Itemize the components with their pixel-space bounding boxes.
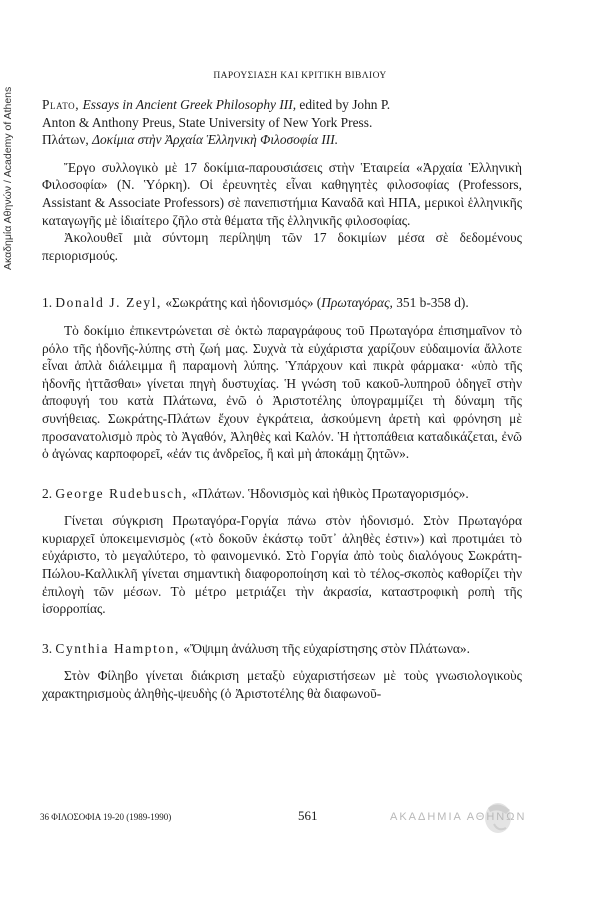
section-number: 1.: [42, 295, 53, 311]
page-footer: [40, 808, 560, 828]
book-editors: edited by John P.: [296, 97, 391, 112]
book-greek-author: Πλάτων,: [42, 132, 93, 148]
side-watermark: Ακαδημία Αθηνών / Academy of Athens: [2, 86, 14, 270]
book-title: Essays in Ancient Greek Philosophy III,: [82, 97, 297, 112]
book-author: Plato,: [42, 97, 80, 112]
section-number: 2.: [42, 485, 53, 501]
section-title: «Πλάτων. Ἡδονισμὸς καὶ ἠθικὸς Πρωταγορισμός».: [187, 485, 469, 501]
section-heading: [42, 640, 522, 658]
intro-paragraph: Ἀκολουθεῖ μιὰ σύντομη περίληψη τῶν 17 δοκιμίων μέσα σὲ δεδομένους περιορισμούς.: [42, 230, 522, 263]
section-author: George Rudebusch,: [55, 485, 188, 501]
section-heading: [42, 294, 522, 312]
section-title: «Σωκράτης καὶ ἡδονισμός» (: [161, 295, 322, 311]
section-body: Γίνεται σύγκριση Πρωταγόρα-Γοργία πάνω στὸν ἡδονισμό. Στὸν Πρωταγόρα κυριαρχεῖ ὑποκειμενισμὸς («τὸ δοκοῦν ἑκάστῳ τοῦτ᾽ ἀληθὲς ἐστιν») καὶ προτιμάει τὸ εὐχάριστο, τὸ μεγαλύτερο, τὸ φαινομενικό. Στὸ Γοργία ἀπὸ τοὺς διαλόγους Σωκράτη-Πώλου-Καλλικλῆ γίνεται σημαντικὴ διαφοροποίηση καὶ τὸ τέλος-σκοπὸς καθορίζει τὴν ἐπιλογὴ τῶν μέσων. Τὸ μέτρο μετριάζει τὴν ἀκρασία, καταστροφικὴ ροπὴ τῆς ἰσορροπίας.: [42, 513, 522, 617]
article-body: [42, 96, 522, 703]
journal-issue: 36 ΦΙΛΟΣΟΦΙΑ 19-20 (1989-1990): [40, 812, 172, 822]
section-body: Στὸν Φίληβο γίνεται διάκριση μεταξὺ εὐχαριστήσεων μὲ τοὺς γνωσιολογικοὺς χαρακτηρισμοὺς ἀληθὴς-ψευδὴς (ὁ Ἀριστοτέλης θὰ διαφωνοῦ-: [42, 668, 522, 702]
section-author: Cynthia Hampton,: [55, 640, 180, 656]
page-number: 561: [298, 808, 318, 823]
intro-paragraph: Ἔργο συλλογικὸ μὲ 17 δοκίμια-παρουσιάσεις στὴν Ἑταιρεία «Ἀρχαία Ἑλληνικὴ Φιλοσοφία» (Ν. Ὑόρκη). Οἱ ἐρευνητὲς εἶναι καθηγητὲς φιλοσοφίας (Professors, Assistant & Associate Professors) σὲ πανεπιστήμια Καναδᾶ καὶ ΗΠΑ, μερικοὶ ἑλληνικῆς καταγωγῆς μὲ ἰδιαίτερο ζῆλο στὰ θέματα τῆς ἑλληνικῆς φιλοσοφίας.: [42, 159, 522, 228]
section-heading: [42, 485, 522, 503]
section-title: «Ὄψιμη ἀνάλυση τῆς εὐχαρίστησης στὸν Πλάτωνα».: [179, 640, 470, 656]
section-author: Donald J. Zeyl,: [55, 295, 162, 311]
watermark-text: ΑΚΑΔΗΜΙΑ ΑΘΗΝΩΝ: [390, 811, 527, 823]
section-source: Πρωταγόρας,: [321, 295, 393, 311]
book-greek-title: Δοκίμια στὴν Ἀρχαία Ἑλληνικὴ Φιλοσοφία III.: [92, 132, 339, 148]
academy-watermark: [390, 802, 580, 834]
section-reference: 351 b-358 d).: [392, 295, 469, 311]
running-head: ΠΑΡΟΥΣΙΑΣΗ ΚΑΙ ΚΡΙΤΙΚΗ ΒΙΒΛΙΟΥ: [213, 71, 387, 81]
section-number: 3.: [42, 640, 53, 656]
bibliography-entry: [42, 96, 522, 149]
section-body: Τὸ δοκίμιο ἐπικεντρώνεται σὲ ὀκτὼ παραγράφους τοῦ Πρωταγόρα ἐπισημαῖνον τὸ ρόλο τῆς ἡδονῆς-λύπης στὴ ζωή μας. Συχνὰ τὰ εὐχάριστα χαρίζουν εὐδαιμονία ἄλλοτε εἶναι ἁπλὰ διάλειμμα ἢ παραμονὴ λύπης. Ὑπάρχουν καὶ πικρὰ φάρμακα· «ὑπὸ τῆς ἡδονῆς ἡττᾶσθαι» γίνεται πηγὴ δυστυχίας. Ἡ γνώση τοῦ κακοῦ-λυπηροῦ ὁδηγεῖ στὴν ἀποφυγή του κατὰ Πλάτωνα, ἐνῶ ὁ Ἀριστοτέλης ὑπογραμμίζει τὴ δύναμη τῆς συνήθειας. Σωκράτης-Πλάτων ἔχουν ἐγκράτεια, ἀσκούμενη ἀρετὴ καὶ φρόνηση μὲ προσανατολισμὸ πρὸς τὸ Ἀγαθόν, Ἀληθὲς καὶ Καλόν. Ἡ ἡττοπάθεια καταδικάζεται, ἐνῶ ὁ ἀγώνας καρποφορεῖ, «ἐάν τις ἀνδρεῖος, ἢ καὶ μὴ ἀποκάμῃ ζητῶν».: [42, 322, 522, 462]
book-publisher: Anton & Anthony Preus, State University of New York Press.: [42, 114, 373, 130]
